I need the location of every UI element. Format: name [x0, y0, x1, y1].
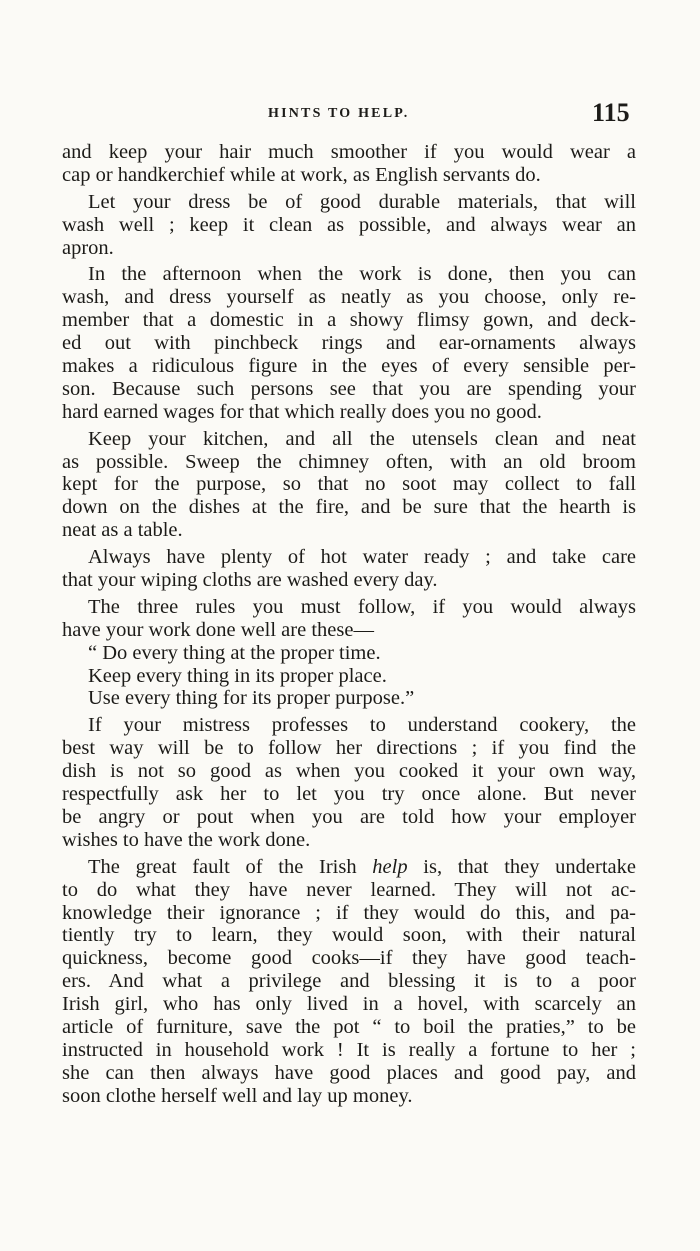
rule-line: “ Do every thing at the proper time. — [88, 641, 381, 664]
running-title: HINTS TO HELP. — [268, 106, 410, 121]
text-line: she can then always have good places and good pay, and — [62, 1061, 636, 1084]
text-line: be angry or pout when you are told how your employer — [62, 805, 636, 828]
text-line: and keep your hair much smoother if you would wear a — [62, 141, 636, 163]
text-line: The three rules you must follow, if you would always — [88, 595, 636, 618]
text-line: neat as a table. — [62, 519, 183, 542]
text-line-with-emphasis — [62, 856, 636, 879]
text-line: If your mistress professes to understand cookery, the — [88, 714, 636, 737]
text-line: Keep your kitchen, and all the utensels clean and neat — [88, 427, 636, 450]
text-line: Always have plenty of hot water ready ; and take care — [88, 546, 636, 569]
text-line: wash, and dress yourself as neatly as you choose, only re- — [62, 286, 636, 309]
page-number: 115 — [592, 98, 630, 127]
text-line: soon clothe herself well and lay up money. — [62, 1084, 413, 1107]
body-text — [62, 141, 636, 1108]
text-line: have your work done well are these— — [62, 618, 374, 641]
text-line: kept for the purpose, so that no soot may collect to fall — [62, 473, 636, 496]
text-line: makes a ridiculous figure in the eyes of every sensible per- — [62, 355, 636, 378]
text-line: In the afternoon when the work is done, then you can — [88, 263, 636, 286]
text-segment: The great fault of the Irish — [88, 855, 373, 878]
emphasized-word: help — [372, 855, 408, 878]
text-line: wash well ; keep it clean as possible, and always wear an — [62, 213, 636, 236]
running-head — [0, 96, 700, 136]
text-line: son. Because such persons see that you are spending your — [62, 377, 636, 400]
text-line: down on the dishes at the fire, and be sure that the hearth is — [62, 496, 636, 519]
text-line: instructed in household work ! It is really a fortune to her ; — [62, 1038, 636, 1061]
text-line: ed out with pinchbeck rings and ear-ornaments always — [62, 332, 636, 355]
text-line: respectfully ask her to let you try once alone. But never — [62, 783, 636, 806]
text-line: Irish girl, who has only lived in a hovel, with scarcely an — [62, 993, 636, 1016]
text-line: member that a domestic in a showy flimsy gown, and deck- — [62, 309, 636, 332]
rule-line: Keep every thing in its proper place. — [88, 664, 387, 687]
text-line: Let your dress be of good durable materials, that will — [88, 190, 636, 213]
text-line: best way will be to follow her directions ; if you find the — [62, 737, 636, 760]
rule-line: Use every thing for its proper purpose.” — [88, 687, 415, 710]
text-line: hard earned wages for that which really does you no good. — [62, 400, 542, 423]
text-line: article of furniture, save the pot “ to boil the praties,” to be — [62, 1015, 636, 1038]
text-line: knowledge their ignorance ; if they would do this, and pa- — [62, 901, 636, 924]
text-line: that your wiping cloths are washed every day. — [62, 569, 438, 592]
text-line: cap or handkerchief while at work, as English servants do. — [62, 163, 541, 186]
text-line: apron. — [62, 236, 114, 259]
text-line: dish is not so good as when you cooked it your own way, — [62, 760, 636, 783]
text-line: as possible. Sweep the chimney often, with an old broom — [62, 450, 636, 473]
text-line: wishes to have the work done. — [62, 828, 311, 851]
text-segment: is, that they undertake — [407, 855, 637, 878]
text-line: ers. And what a privilege and blessing it is to a poor — [62, 970, 636, 993]
text-line: quickness, become good cooks—if they have good teach- — [62, 947, 636, 970]
text-line: tiently try to learn, they would soon, with their natural — [62, 924, 636, 947]
text-line: to do what they have never learned. They will not ac- — [62, 878, 636, 901]
